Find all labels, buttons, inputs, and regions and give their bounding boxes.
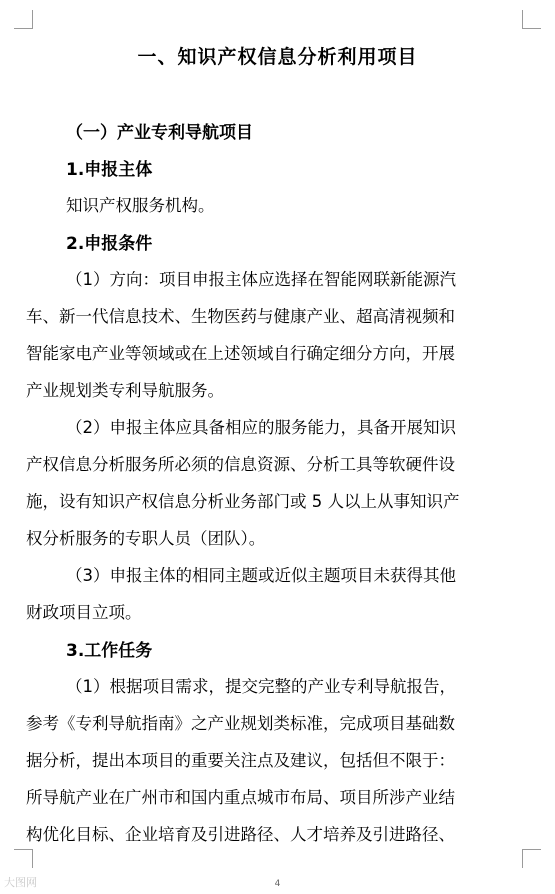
paragraph-line: 财政项目立项。 xyxy=(26,603,142,622)
paragraph-line: 产权信息分析服务所必须的信息资源、分析工具等软硬件设 xyxy=(26,455,455,474)
paragraph-line: （1）方向：项目申报主体应选择在智能网联新能源汽 xyxy=(66,270,456,289)
crop-mark-bottom-left xyxy=(14,849,33,868)
paragraph-line: 权分析服务的专职人员（团队）。 xyxy=(26,529,266,548)
paragraph-line: 参考《专利导航指南》之产业规划类标准，完成项目基础数 xyxy=(26,714,455,733)
paragraph-line: 所导航产业在广州市和国内重点城市布局、项目所涉产业结 xyxy=(26,788,455,807)
watermark: 大图网 xyxy=(4,876,37,889)
subheading-applicant: 1.申报主体 xyxy=(66,160,153,180)
crop-mark-top-right xyxy=(522,10,541,29)
document-title: 一、知识产权信息分析利用项目 xyxy=(137,46,418,68)
paragraph-line: 智能家电产业等领域或在上述领域自行确定细分方向，开展 xyxy=(26,344,455,363)
paragraph-line: 车、新一代信息技术、生物医药与健康产业、超高清视频和 xyxy=(26,307,455,326)
paragraph-line: 产业规划类专利导航服务。 xyxy=(26,381,224,400)
paragraph-line: 据分析，提出本项目的重要关注点及建议，包括但不限于： xyxy=(26,751,455,770)
paragraph-line: （1）根据项目需求，提交完整的产业专利导航报告， xyxy=(66,677,456,696)
paragraph-line: （2）申报主体应具备相应的服务能力，具备开展知识 xyxy=(66,418,456,437)
paragraph-line: 知识产权服务机构。 xyxy=(66,196,215,215)
crop-mark-top-left xyxy=(14,10,33,29)
paragraph-line: 施，设有知识产权信息分析业务部门或 5 人以上从事知识产 xyxy=(26,492,460,511)
section-heading: （一）产业专利导航项目 xyxy=(66,123,253,143)
paragraph-line: 构优化目标、企业培育及引进路径、人才培养及引进路径、 xyxy=(26,825,455,844)
page-number: 4 xyxy=(274,879,281,889)
subheading-tasks: 3.工作任务 xyxy=(66,641,153,661)
paragraph-line: （3）申报主体的相同主题或近似主题项目未获得其他 xyxy=(66,566,456,585)
crop-mark-bottom-right xyxy=(522,849,541,868)
subheading-conditions: 2.申报条件 xyxy=(66,234,153,254)
